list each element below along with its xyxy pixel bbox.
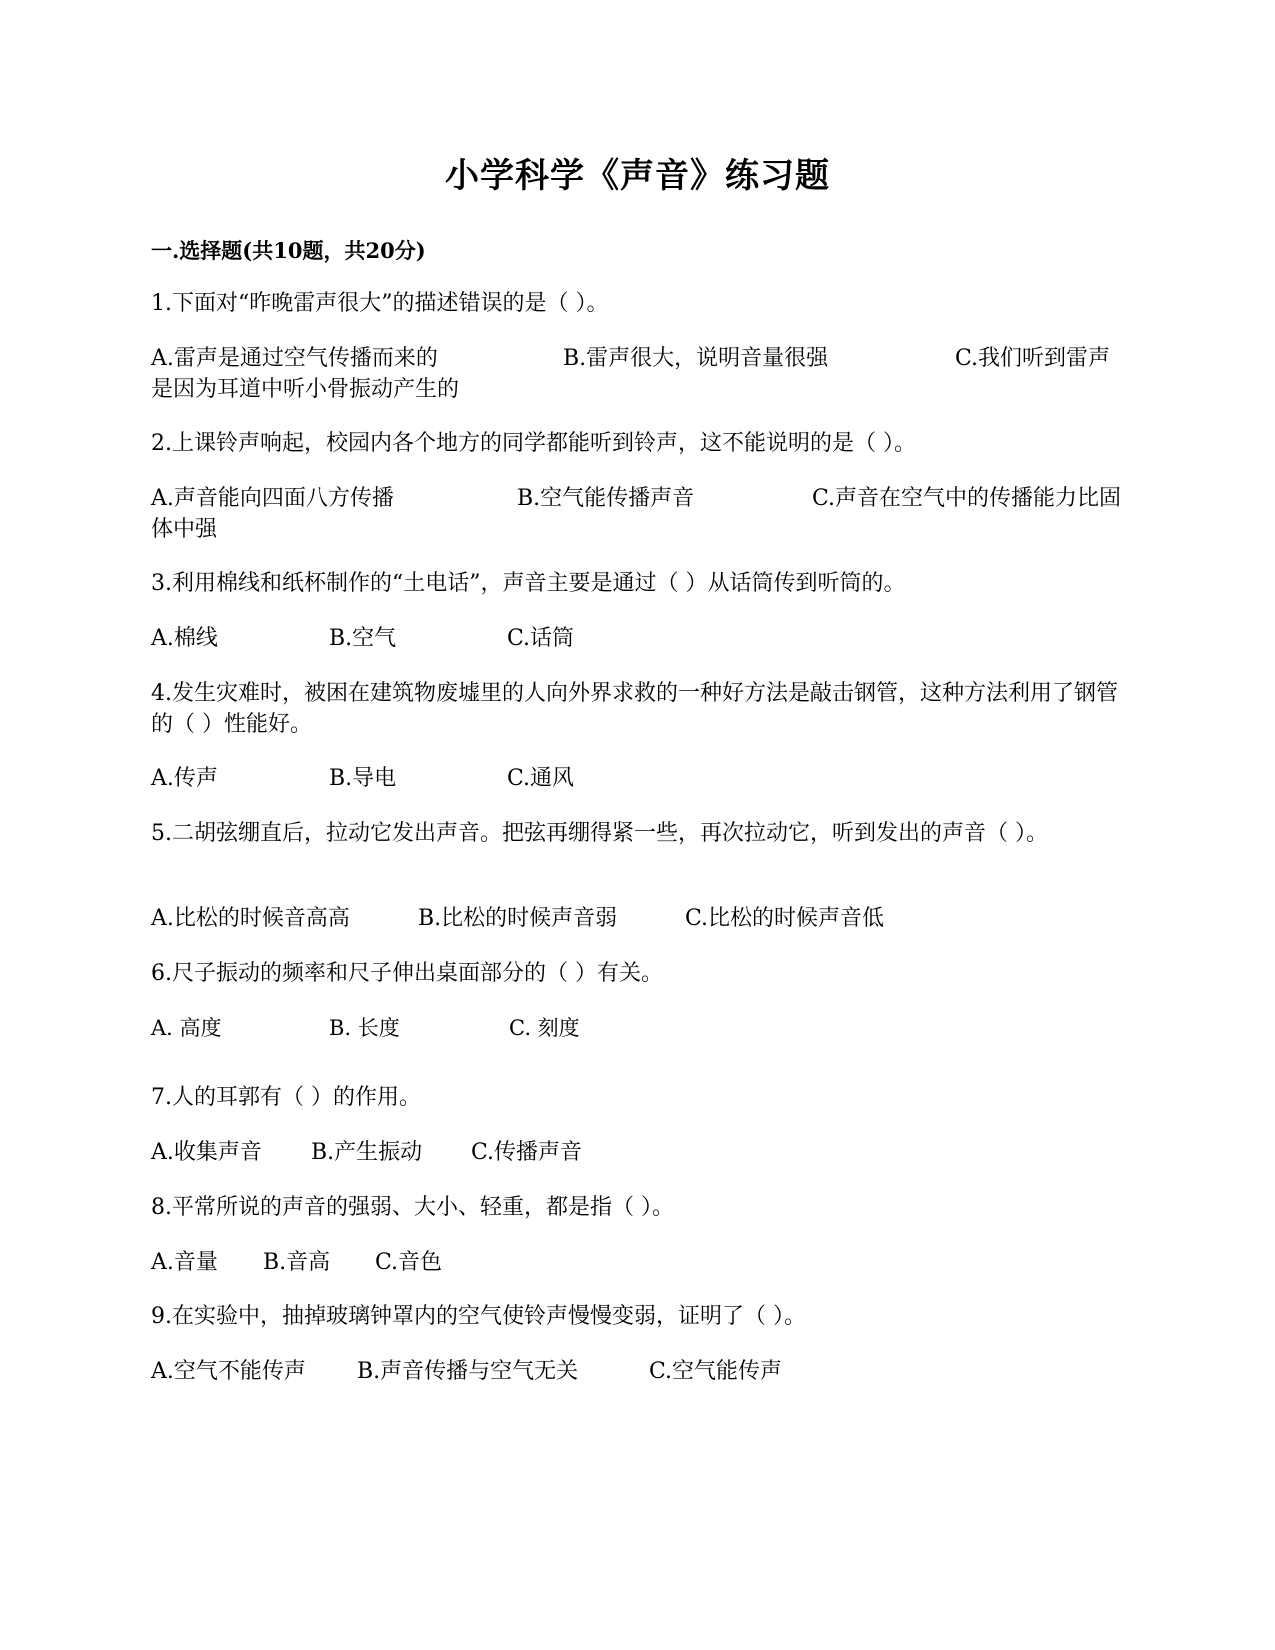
option-1a: A.雷声是通过空气传播而来的 (151, 346, 438, 371)
option-8a: A.音量 (151, 1250, 218, 1275)
options-4 (151, 763, 1126, 794)
question-6: 6.尺子振动的频率和尺子伸出桌面部分的（ ）有关。 (151, 961, 663, 986)
option-9a: A.空气不能传声 (151, 1359, 306, 1384)
question-2: 2.上课铃声响起，校园内各个地方的同学都能听到铃声，这不能说明的是（ ）。 (151, 431, 916, 456)
option-6b: B. 长度 (329, 1016, 400, 1040)
question-4: 4.发生灾难时，被困在建筑物废墟里的人向外界求救的一种好方法是敲击钢管，这种方法利用了钢管的（ ）性能好。 (151, 681, 1118, 737)
option-8c: C.音色 (375, 1250, 443, 1275)
option-6a: A. 高度 (151, 1016, 222, 1040)
options-6 (151, 1013, 1126, 1044)
options-9 (151, 1356, 1126, 1387)
options-2 (151, 483, 1126, 545)
option-5c: C.比松的时候声音低 (685, 906, 885, 931)
question-5: 5.二胡弦绷直后，拉动它发出声音。把弦再绷得紧一些，再次拉动它，听到发出的声音（ ）。 (151, 821, 1048, 846)
option-8b: B.音高 (263, 1250, 331, 1275)
question-1: 1.下面对“昨晚雷声很大”的描述错误的是（ ）。 (151, 291, 609, 316)
option-4a: A.传声 (151, 766, 218, 791)
option-7c: C.传播声音 (471, 1140, 583, 1165)
option-9c: C.空气能传声 (649, 1359, 783, 1384)
page-title: 小学科学《声音》练习题 (445, 156, 830, 196)
option-5b: B.比松的时候声音弱 (418, 906, 618, 931)
option-7a: A.收集声音 (151, 1140, 262, 1165)
options-1 (151, 343, 1126, 405)
section-heading: 一.选择题(共10题，共20分) (151, 238, 426, 263)
option-2b: B.空气能传播声音 (517, 486, 695, 511)
option-6c: C. 刻度 (509, 1016, 580, 1040)
option-3a: A.棉线 (151, 626, 218, 651)
options-3 (151, 623, 1126, 654)
question-7: 7.人的耳郭有（ ）的作用。 (151, 1085, 421, 1110)
option-9b: B.声音传播与空气无关 (357, 1359, 579, 1384)
option-5a: A.比松的时候音高高 (151, 906, 350, 931)
option-2c: C.声音在空气中的传播能力比固体中强 (151, 486, 1122, 542)
question-9: 9.在实验中，抽掉玻璃钟罩内的空气使铃声慢慢变弱，证明了（ ）。 (151, 1304, 806, 1329)
option-4c: C.通风 (507, 766, 575, 791)
question-3: 3.利用棉线和纸杯制作的“土电话”，声音主要是通过（ ）从话筒传到听筒的。 (151, 571, 906, 596)
question-8: 8.平常所说的声音的强弱、大小、轻重，都是指（ ）。 (151, 1195, 674, 1220)
options-5 (151, 903, 1126, 934)
option-1c: C.我们听到雷声是因为耳道中听小骨振动产生的 (151, 346, 1111, 402)
option-3c: C.话筒 (507, 626, 575, 651)
options-7 (151, 1137, 1126, 1168)
option-7b: B.产生振动 (311, 1140, 423, 1165)
option-1b: B.雷声很大，说明音量很强 (563, 346, 829, 371)
options-8 (151, 1247, 1126, 1278)
option-3b: B.空气 (329, 626, 397, 651)
option-2a: A.声音能向四面八方传播 (151, 486, 394, 511)
option-4b: B.导电 (329, 766, 397, 791)
